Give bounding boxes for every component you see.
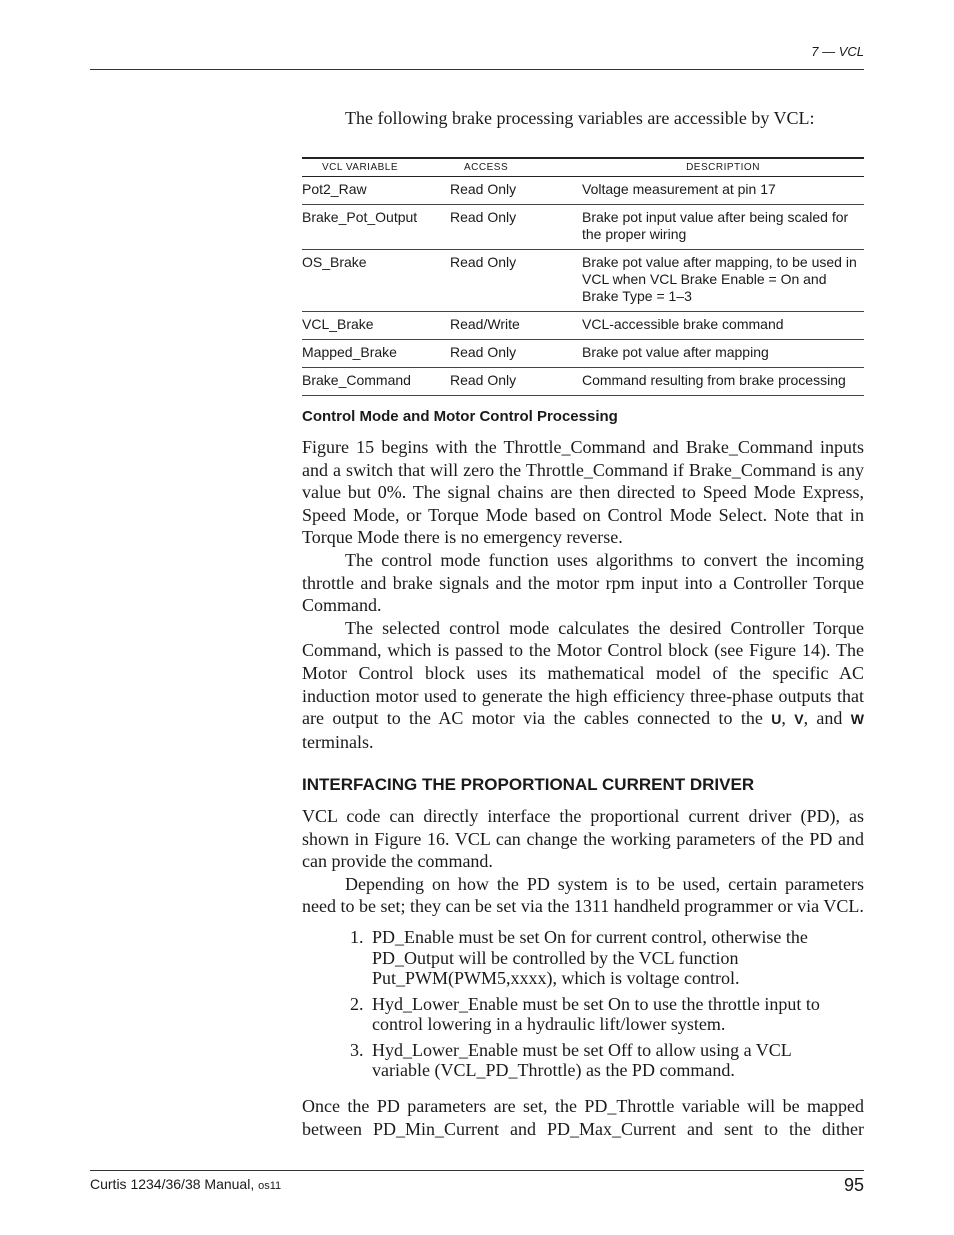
manual-name: Curtis 1234/36/38 Manual, — [90, 1176, 255, 1192]
closing-body — [302, 1095, 864, 1140]
running-header: 7 — VCL — [811, 44, 864, 59]
cell-description: VCL-accessible brake command — [582, 312, 864, 340]
col-header-variable: VCL VARIABLE — [302, 158, 450, 177]
footer-manual-title — [90, 1176, 281, 1192]
cell-access: Read Only — [450, 340, 582, 368]
cell-access: Read/Write — [450, 312, 582, 340]
cell-description: Brake pot input value after being scaled for the proper wiring — [582, 205, 864, 250]
separator-text: , — [781, 708, 795, 729]
col-header-description: DESCRIPTION — [582, 158, 864, 177]
col-header-access: ACCESS — [450, 158, 582, 177]
list-item — [350, 1040, 820, 1081]
table-row — [302, 340, 864, 368]
paragraph: Depending on how the PD system is to be used, certain parameters need to be set; they can be set via the 1311 handheld programmer or via VCL. — [302, 873, 864, 917]
brake-variables-table — [302, 157, 864, 396]
cell-access: Read Only — [450, 205, 582, 250]
step-number: 2. — [350, 993, 364, 1014]
step-text: PD_Enable must be set On for current control, otherwise the PD_Output will be controlled by the VCL function Put_PWM(PWM5,xxxx), which is voltage control. — [372, 927, 808, 988]
os-version: os11 — [258, 1180, 282, 1192]
separator-text: , and — [803, 708, 851, 729]
step-text: Hyd_Lower_Enable must be set On to use the throttle input to control lowering in a hydraulic lift/lower system. — [372, 993, 820, 1034]
cell-variable: Brake_Command — [302, 368, 450, 396]
table-row — [302, 205, 864, 250]
cell-description: Brake pot value after mapping, to be used in VCL when VCL Brake Enable = On and Brake Type = 1–3 — [582, 250, 864, 312]
list-item — [350, 927, 820, 989]
table-row — [302, 312, 864, 340]
step-text: Hyd_Lower_Enable must be set Off to allow using a VCL variable (VCL_PD_Throttle) as the PD command. — [372, 1039, 792, 1080]
paragraph: Once the PD parameters are set, the PD_Throttle variable will be mapped between PD_Min_Current and PD_Max_Current and sent to the dither — [302, 1096, 864, 1139]
numbered-steps-list — [350, 927, 820, 1086]
cell-access: Read Only — [450, 177, 582, 205]
cell-variable: Brake_Pot_Output — [302, 205, 450, 250]
terminal-w-label: W — [850, 711, 864, 728]
list-item — [350, 994, 820, 1035]
table-row — [302, 177, 864, 205]
intro-text: The following brake processing variables are accessible by VCL: — [345, 108, 815, 128]
cell-variable: OS_Brake — [302, 250, 450, 312]
cell-description: Brake pot value after mapping — [582, 340, 864, 368]
table-row — [302, 250, 864, 312]
paragraph: Figure 15 begins with the Throttle_Command and Brake_Command inputs and a switch that will zero the Throttle_Command if Brake_Command is any value but 0%. The signal chains are then directed to Speed Mode Express, Speed Mode, or Torque Mode based on Control Mode Select. Note that in Torque Mode there is no emergency reverse. — [302, 437, 864, 548]
paragraph — [302, 617, 864, 754]
pd-intro-body — [302, 805, 864, 918]
header-divider — [90, 69, 864, 70]
subsection-heading: Control Mode and Motor Control Processing — [302, 408, 618, 425]
page-number: 95 — [843, 1175, 864, 1195]
table-row — [302, 368, 864, 396]
cell-access: Read Only — [450, 250, 582, 312]
cell-variable: Pot2_Raw — [302, 177, 450, 205]
cell-description: Voltage measurement at pin 17 — [582, 177, 864, 205]
control-mode-body — [302, 436, 864, 753]
table-header-row — [302, 158, 864, 177]
section-heading: INTERFACING THE PROPORTIONAL CURRENT DRIVER — [302, 775, 755, 794]
cell-description: Command resulting from brake processing — [582, 368, 864, 396]
cell-variable: VCL_Brake — [302, 312, 450, 340]
paragraph-text: terminals. — [302, 731, 374, 752]
paragraph-text: The selected control mode calculates the desired Controller Torque Command, which is passed to the Motor Control block (see Figure 14). The Motor Control block uses its mathematical model of the specific AC induction motor used to generate the high efficiency three-phase outputs that are output to the AC motor via the cables connected to the — [302, 617, 864, 729]
terminal-v-label: V — [794, 711, 804, 728]
step-number: 1. — [350, 927, 364, 947]
cell-variable: Mapped_Brake — [302, 340, 450, 368]
footer-divider — [90, 1170, 864, 1171]
paragraph: VCL code can directly interface the proportional current driver (PD), as shown in Figure 16. VCL can change the working parameters of the PD and can provide the command. — [302, 806, 864, 872]
terminal-u-label: U — [771, 711, 782, 728]
paragraph: The control mode function uses algorithms to convert the incoming throttle and brake signals and the motor rpm input into a Controller Torque Command. — [302, 549, 864, 616]
cell-access: Read Only — [450, 368, 582, 396]
step-number: 3. — [350, 1039, 364, 1060]
